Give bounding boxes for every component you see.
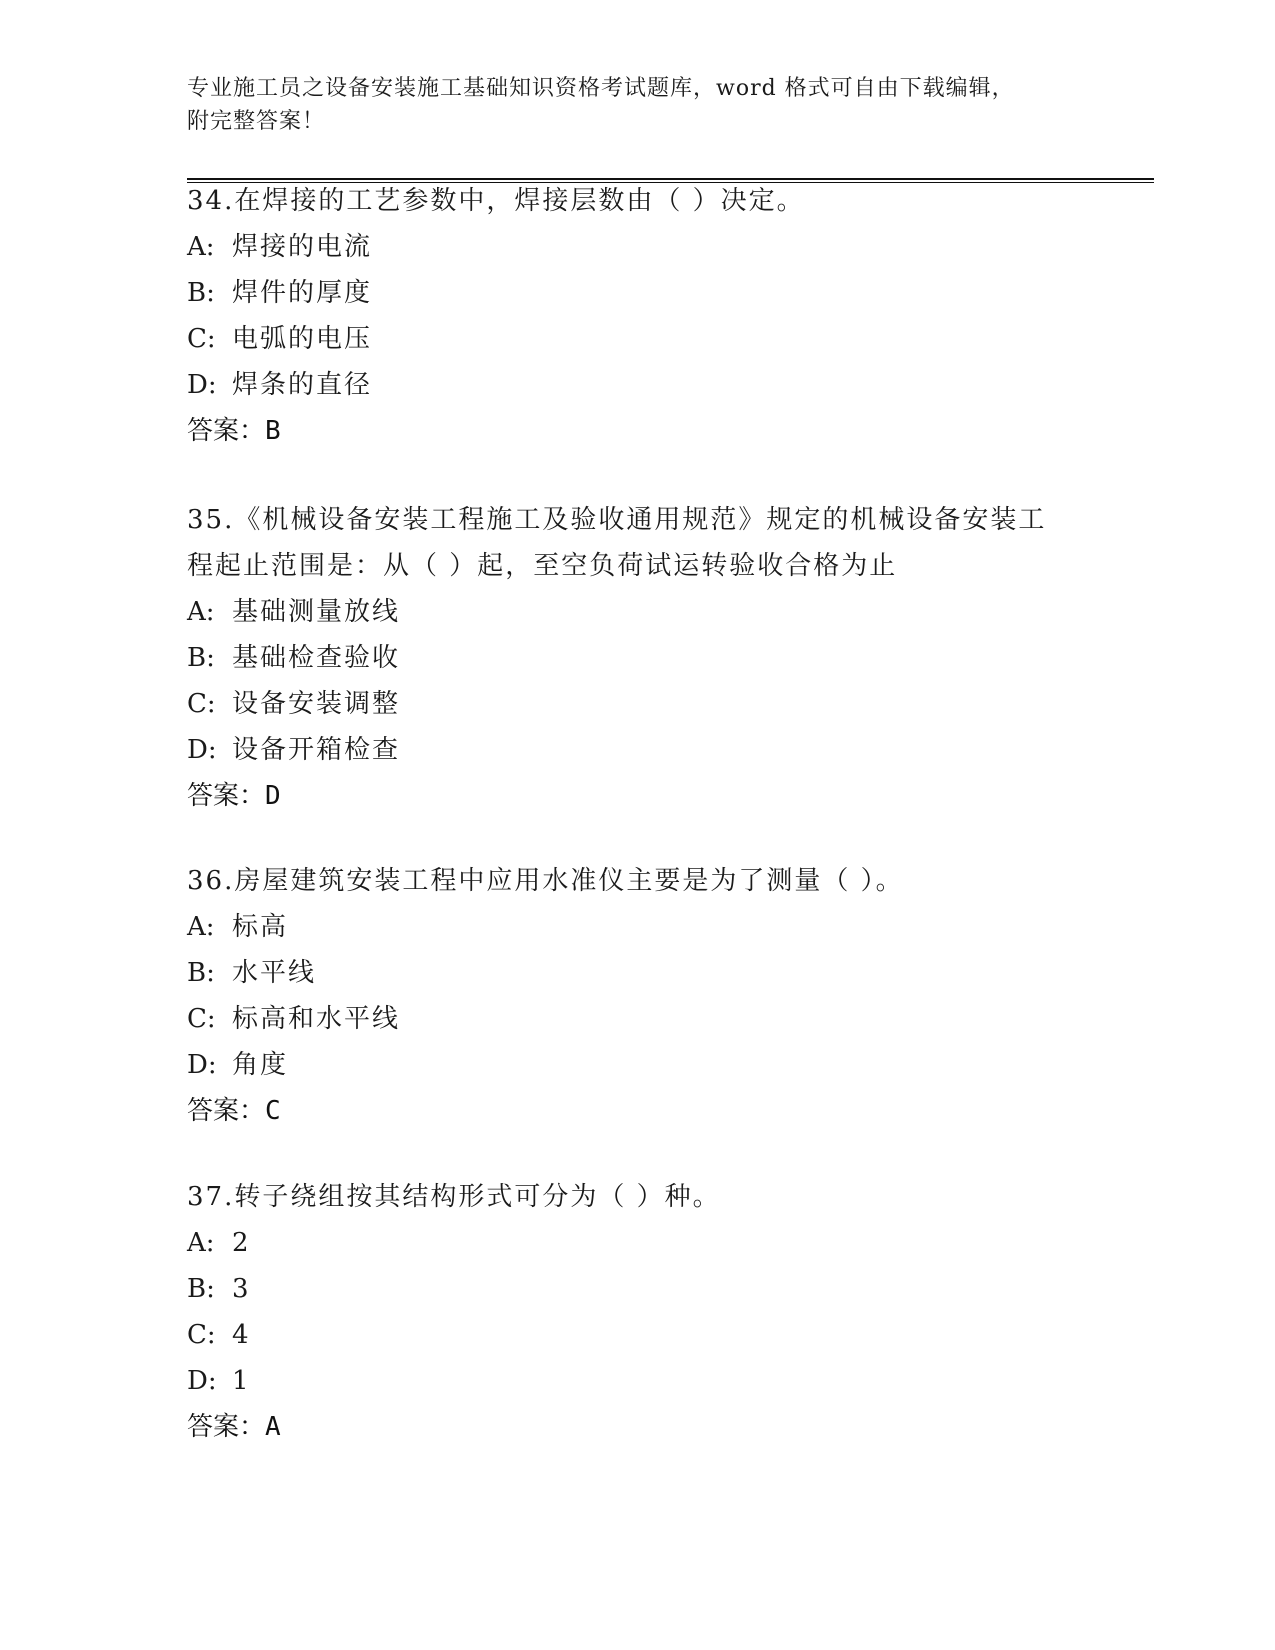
answer-label: 答案： — [187, 781, 266, 811]
option-c — [187, 996, 1087, 1042]
option-a — [187, 1220, 1087, 1266]
option-letter: C: — [187, 1004, 216, 1034]
header-line-1: 专业施工员之设备安装施工基础知识资格考试题库，word 格式可自由下载编辑， — [187, 76, 1015, 101]
question-35 — [187, 497, 1087, 819]
option-letter: A: — [187, 912, 215, 942]
answer-line — [187, 773, 1087, 819]
answer-value: D — [265, 781, 281, 811]
option-a — [187, 224, 1087, 270]
option-text: 水平线 — [232, 958, 317, 988]
option-text: 设备安装调整 — [232, 689, 401, 719]
option-text: 基础检查验收 — [232, 643, 401, 673]
question-stem — [187, 178, 1087, 224]
option-text: 基础测量放线 — [232, 597, 401, 627]
answer-line — [187, 408, 1087, 454]
question-stem — [187, 497, 1087, 589]
question-34 — [187, 178, 1087, 454]
answer-label: 答案： — [187, 1096, 266, 1126]
question-stem-line: 房屋建筑安装工程中应用水准仪主要是为了测量（ ）。 — [234, 866, 904, 896]
document-header — [187, 72, 1087, 138]
question-stem — [187, 1174, 1087, 1220]
question-stem-line: 在焊接的工艺参数中，焊接层数由（ ）决定。 — [234, 186, 805, 216]
answer-line — [187, 1088, 1087, 1134]
option-letter: D: — [187, 370, 217, 400]
option-b — [187, 635, 1087, 681]
answer-line — [187, 1404, 1087, 1450]
option-c — [187, 1312, 1087, 1358]
question-number: 37. — [187, 1182, 235, 1212]
option-text: 焊件的厚度 — [232, 278, 373, 308]
question-stem-line: 程起止范围是：从（ ）起，至空负荷试运转验收合格为止 — [187, 551, 898, 581]
option-a — [187, 904, 1087, 950]
option-text: 标高 — [232, 912, 289, 942]
option-text: 设备开箱检查 — [232, 735, 401, 765]
option-d — [187, 362, 1087, 408]
option-d — [187, 1358, 1087, 1404]
option-text: 3 — [232, 1274, 251, 1304]
option-b — [187, 950, 1087, 996]
option-text: 4 — [232, 1320, 251, 1350]
answer-label: 答案： — [187, 1412, 266, 1442]
option-d — [187, 1042, 1087, 1088]
option-text: 2 — [232, 1228, 251, 1258]
question-number: 35. — [187, 505, 235, 535]
option-letter: D: — [187, 1366, 217, 1396]
option-letter: C: — [187, 1320, 216, 1350]
option-text: 角度 — [232, 1050, 289, 1080]
option-d — [187, 727, 1087, 773]
option-b — [187, 270, 1087, 316]
option-letter: B: — [187, 278, 215, 308]
option-letter: B: — [187, 958, 215, 988]
option-text: 焊条的直径 — [232, 370, 373, 400]
question-number: 34. — [187, 186, 235, 216]
option-letter: B: — [187, 1274, 215, 1304]
option-letter: D: — [187, 1050, 217, 1080]
question-stem-line: 《机械设备安装工程施工及验收通用规范》规定的机械设备安装工 — [234, 505, 1047, 535]
option-a — [187, 589, 1087, 635]
option-letter: B: — [187, 643, 215, 673]
header-line-2: 附完整答案！ — [187, 109, 326, 134]
answer-label: 答案： — [187, 416, 266, 446]
option-letter: A: — [187, 232, 215, 262]
option-letter: A: — [187, 1228, 215, 1258]
option-text: 电弧的电压 — [232, 324, 373, 354]
question-36 — [187, 858, 1087, 1134]
option-letter: A: — [187, 597, 215, 627]
question-stem — [187, 858, 1087, 904]
option-c — [187, 316, 1087, 362]
option-b — [187, 1266, 1087, 1312]
option-letter: D: — [187, 735, 217, 765]
answer-value: B — [265, 416, 281, 446]
question-number: 36. — [187, 866, 235, 896]
option-letter: C: — [187, 689, 216, 719]
question-stem-line: 转子绕组按其结构形式可分为（ ）种。 — [234, 1182, 721, 1212]
option-text: 焊接的电流 — [232, 232, 373, 262]
option-letter: C: — [187, 324, 216, 354]
option-text: 标高和水平线 — [232, 1004, 401, 1034]
answer-value: C — [265, 1096, 281, 1126]
option-c — [187, 681, 1087, 727]
option-text: 1 — [232, 1366, 251, 1396]
answer-value: A — [265, 1412, 281, 1442]
question-37 — [187, 1174, 1087, 1450]
